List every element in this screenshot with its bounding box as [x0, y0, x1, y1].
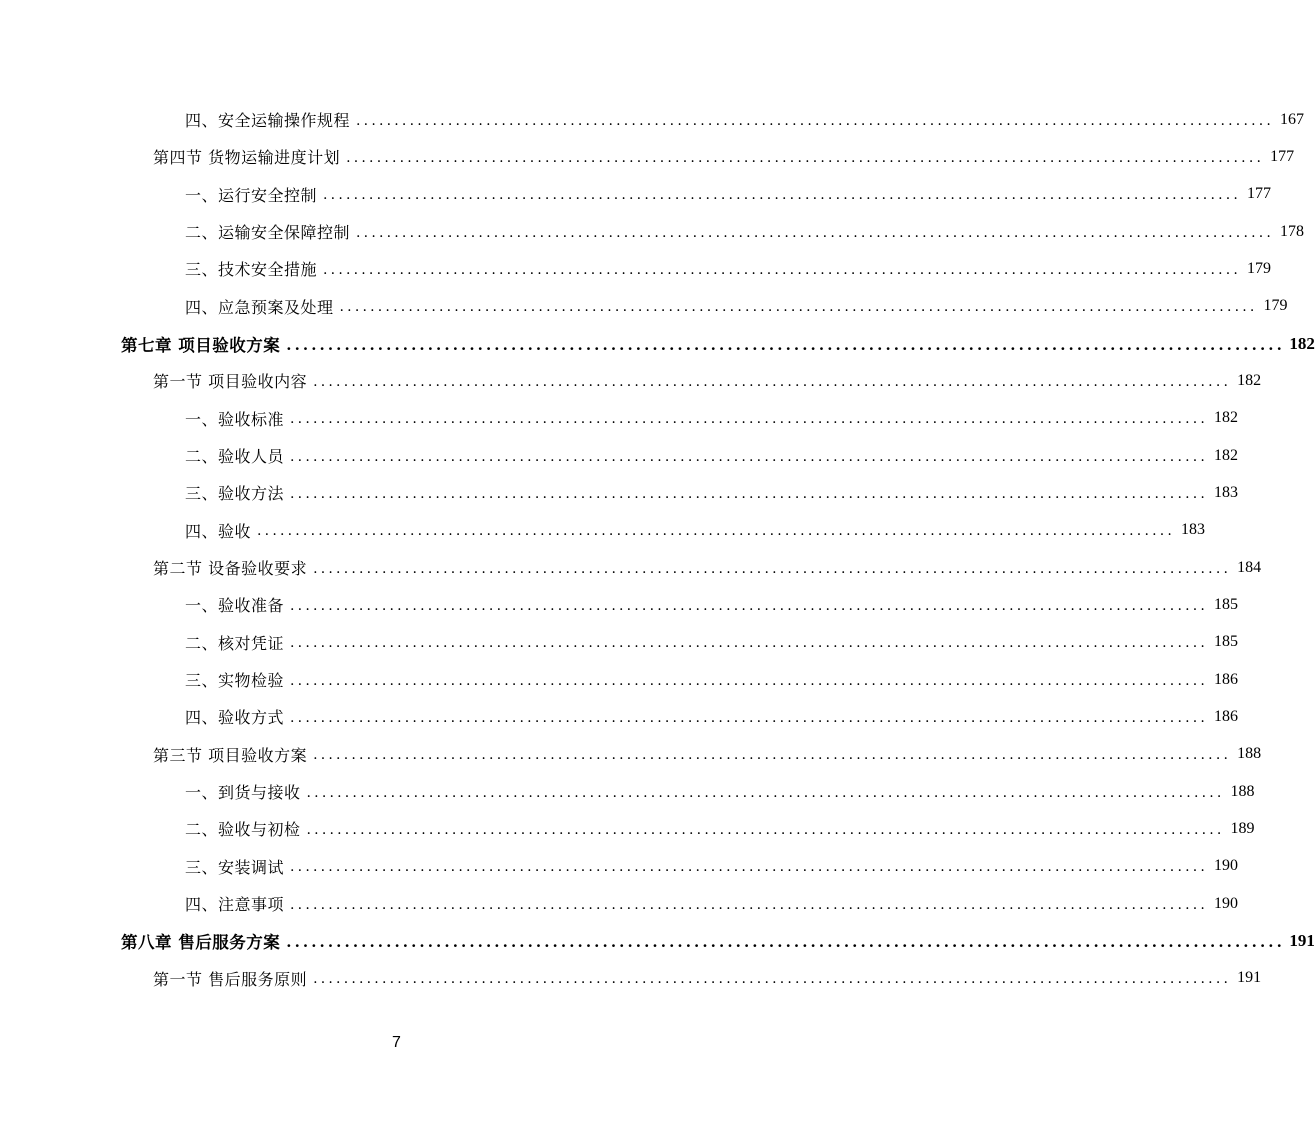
toc-entry-title: 二、验收与初检: [185, 820, 301, 840]
toc-entry-title: 第七章 项目验收方案: [121, 335, 281, 355]
toc-entry-page: 190: [1214, 857, 1239, 875]
dot-leader: ........................................................................................................................: [286, 932, 1285, 951]
toc-entry-page: 186: [1214, 707, 1239, 725]
dot-leader: ........................................................................................................................: [290, 859, 1209, 876]
toc-entry[interactable]: [0, 512, 1206, 549]
dot-leader: ........................................................................................................................: [306, 821, 1225, 838]
toc-entry[interactable]: [0, 288, 1288, 325]
toc-entry[interactable]: [0, 736, 1262, 773]
toc-entry-title: 一、到货与接收: [185, 783, 301, 803]
toc-entry[interactable]: [0, 661, 1239, 698]
toc-entry[interactable]: [0, 549, 1262, 586]
dot-leader: ........................................................................................................................: [313, 747, 1232, 764]
toc-entry-page: 190: [1214, 894, 1239, 912]
toc-entry[interactable]: [0, 138, 1295, 175]
toc-entry[interactable]: [0, 176, 1272, 213]
toc-entry-page: 182: [1214, 446, 1239, 464]
dot-leader: ........................................................................................................................: [290, 597, 1209, 614]
toc-entry[interactable]: [0, 213, 1305, 250]
toc-entry-title: 四、应急预案及处理: [185, 297, 334, 317]
toc-entry-page: 177: [1270, 147, 1295, 165]
toc-chapter-entry[interactable]: [0, 325, 1315, 362]
toc-entry[interactable]: [0, 848, 1239, 885]
toc-entry[interactable]: [0, 400, 1239, 437]
toc-entry-title: 第三节 项目验收方案: [153, 745, 308, 765]
toc-entry-page: 189: [1230, 819, 1255, 837]
toc-entry-title: 三、安装调试: [185, 857, 285, 877]
toc-entry-page: 182: [1289, 333, 1315, 353]
toc-chapter-entry[interactable]: [0, 922, 1315, 959]
toc-entry-title: 四、验收方式: [185, 708, 285, 728]
toc-entry-title: 四、注意事项: [185, 895, 285, 915]
table-of-contents: [0, 101, 1315, 997]
dot-leader: ........................................................................................................................: [356, 224, 1275, 241]
dot-leader: ........................................................................................................................: [257, 523, 1176, 540]
page-number: 7: [392, 1034, 401, 1051]
toc-entry[interactable]: [0, 250, 1272, 287]
dot-leader: ........................................................................................................................: [339, 299, 1258, 316]
toc-entry[interactable]: [0, 624, 1239, 661]
toc-entry-title: 一、验收准备: [185, 596, 285, 616]
dot-leader: ........................................................................................................................: [290, 896, 1209, 913]
dot-leader: ........................................................................................................................: [323, 187, 1242, 204]
toc-entry-page: 186: [1214, 670, 1239, 688]
toc-entry-title: 第一节 售后服务原则: [153, 969, 308, 989]
toc-entry-page: 191: [1237, 969, 1262, 987]
toc-entry-page: 182: [1237, 371, 1262, 389]
toc-entry-title: 二、运输安全保障控制: [185, 223, 351, 243]
toc-entry-title: 第一节 项目验收内容: [153, 372, 308, 392]
dot-leader: ........................................................................................................................: [313, 971, 1232, 988]
dot-leader: ........................................................................................................................: [313, 373, 1232, 390]
dot-leader: ........................................................................................................................: [286, 335, 1285, 354]
toc-entry[interactable]: [0, 362, 1262, 399]
toc-entry-page: 179: [1263, 297, 1288, 315]
toc-entry-page: 177: [1247, 185, 1272, 203]
toc-entry-page: 179: [1247, 259, 1272, 277]
dot-leader: ........................................................................................................................: [290, 448, 1209, 465]
toc-entry-page: 185: [1214, 595, 1239, 613]
dot-leader: ........................................................................................................................: [356, 112, 1275, 129]
toc-entry-title: 一、运行安全控制: [185, 185, 318, 205]
toc-entry[interactable]: [0, 773, 1255, 810]
toc-entry-page: 183: [1214, 483, 1239, 501]
toc-entry[interactable]: [0, 810, 1255, 847]
toc-entry[interactable]: [0, 437, 1239, 474]
dot-leader: ........................................................................................................................: [290, 672, 1209, 689]
toc-entry-title: 一、验收标准: [185, 409, 285, 429]
dot-leader: ........................................................................................................................: [306, 784, 1225, 801]
toc-entry-title: 四、验收: [185, 521, 252, 541]
toc-entry-title: 三、技术安全措施: [185, 260, 318, 280]
dot-leader: ........................................................................................................................: [290, 709, 1209, 726]
toc-entry-title: 二、验收人员: [185, 447, 285, 467]
toc-entry-page: 188: [1230, 782, 1255, 800]
toc-entry-page: 167: [1280, 110, 1305, 128]
toc-entry[interactable]: [0, 474, 1239, 511]
toc-entry-page: 183: [1181, 521, 1206, 539]
dot-leader: ........................................................................................................................: [346, 149, 1265, 166]
toc-entry-page: 191: [1289, 930, 1315, 950]
toc-entry-page: 184: [1237, 558, 1262, 576]
toc-entry[interactable]: [0, 101, 1305, 138]
toc-entry-title: 三、验收方法: [185, 484, 285, 504]
toc-entry-title: 二、核对凭证: [185, 633, 285, 653]
toc-entry[interactable]: [0, 885, 1239, 922]
toc-entry[interactable]: [0, 586, 1239, 623]
toc-entry-title: 四、安全运输操作规程: [185, 111, 351, 131]
toc-entry-title: 三、实物检验: [185, 671, 285, 691]
toc-entry-title: 第四节 货物运输进度计划: [153, 148, 341, 168]
toc-entry[interactable]: [0, 960, 1262, 997]
toc-entry-title: 第二节 设备验收要求: [153, 559, 308, 579]
dot-leader: ........................................................................................................................: [323, 261, 1242, 278]
toc-entry-title: 第八章 售后服务方案: [121, 932, 281, 952]
dot-leader: ........................................................................................................................: [290, 411, 1209, 428]
toc-entry-page: 178: [1280, 222, 1305, 240]
dot-leader: ........................................................................................................................: [290, 485, 1209, 502]
dot-leader: ........................................................................................................................: [313, 560, 1232, 577]
toc-entry[interactable]: [0, 698, 1239, 735]
toc-entry-page: 185: [1214, 633, 1239, 651]
toc-entry-page: 188: [1237, 745, 1262, 763]
toc-entry-page: 182: [1214, 409, 1239, 427]
dot-leader: ........................................................................................................................: [290, 635, 1209, 652]
